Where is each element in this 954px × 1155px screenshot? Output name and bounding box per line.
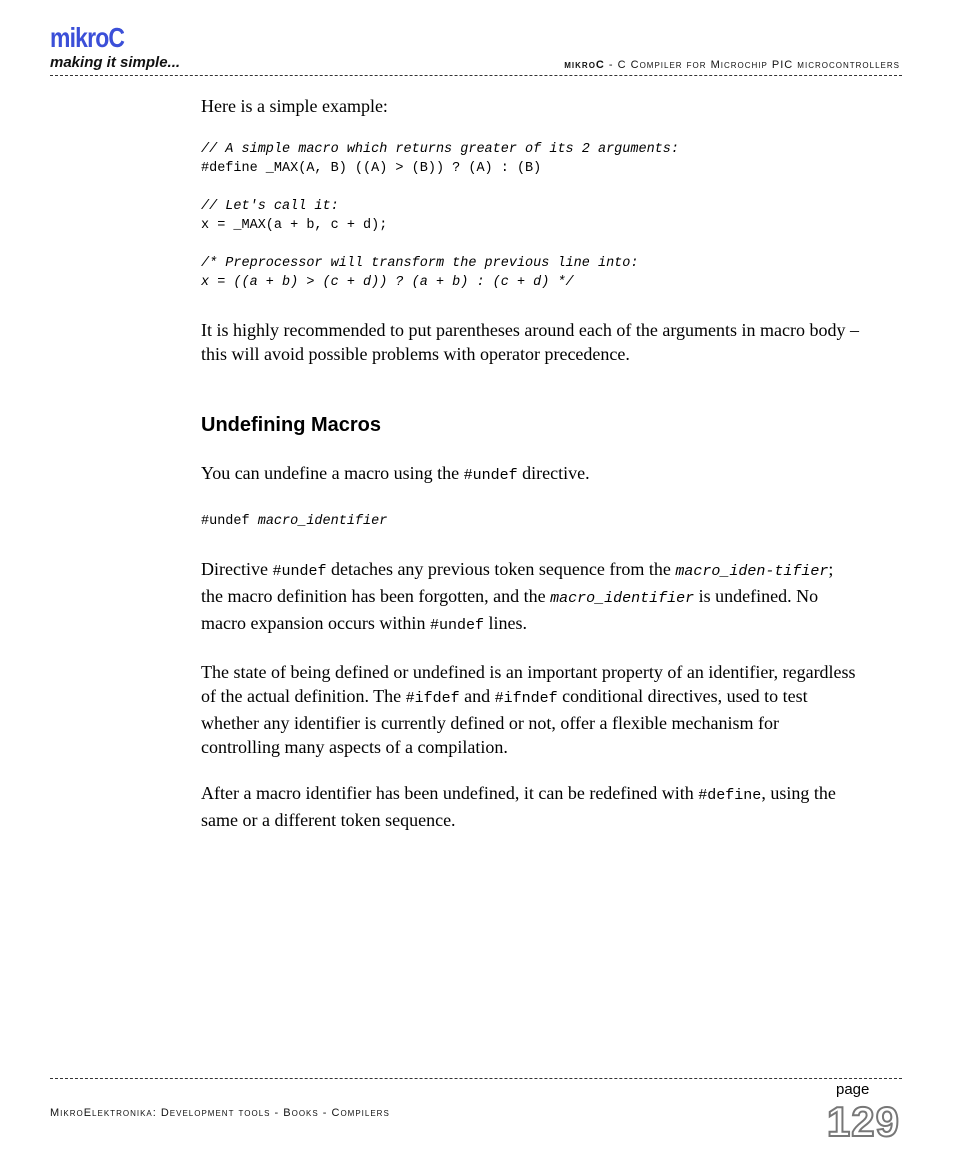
code-example-2 [201, 512, 861, 531]
code-line: // Let's call it: [201, 199, 339, 214]
header-rule [50, 75, 902, 76]
undef-detail-paragraph [201, 557, 856, 638]
header-title-brand: mikroC [564, 59, 605, 71]
header-title-text: - C Compiler for Microchip PIC microcontrollers [604, 59, 900, 71]
text-run: , using the same or a different token sequence. [201, 783, 836, 830]
text-run: Directive [201, 559, 273, 579]
text-run: directive. [517, 463, 590, 483]
tagline: making it simple... [50, 54, 181, 71]
intro-paragraph: Here is a simple example: [201, 96, 388, 116]
code-line: #define _MAX(A, B) ((A) > (B)) ? (A) : (B) [201, 161, 542, 176]
page-content [201, 94, 861, 832]
text-run: is undefined. No macro expansion occurs within [201, 586, 819, 633]
state-paragraph [201, 660, 861, 759]
logo: mikroC [50, 22, 125, 53]
text-run: The state of being defined or undefined is an important property of an identifier, regardless of the actual definition. The [201, 662, 856, 706]
code-example-1 [201, 140, 861, 292]
inline-code: #ifndef [494, 690, 558, 707]
undef-intro-paragraph [201, 461, 861, 488]
code-argument: macro_identifier [257, 514, 388, 529]
text-run: lines. [483, 613, 527, 633]
text-run: and [459, 686, 495, 706]
inline-code: #undef [429, 617, 484, 634]
inline-code: #undef [463, 467, 518, 484]
redefine-paragraph [201, 781, 861, 832]
code-line: x = ((a + b) > (c + d)) ? (a + b) : (c + d) */ [201, 275, 574, 290]
text-run: detaches any previous token sequence from the [326, 559, 676, 579]
header-title [564, 58, 900, 72]
page-number: 129 [826, 1098, 900, 1145]
parentheses-paragraph: It is highly recommended to put parentheses around each of the arguments in macro body – this will avoid possible problems with operator precedence. [201, 320, 859, 364]
inline-code: #define [698, 787, 762, 804]
inline-code-italic: macro_identifier [550, 590, 695, 607]
text-run: After a macro identifier has been undefined, it can be redefined with [201, 783, 699, 803]
page-label: page [836, 1081, 870, 1098]
code-line: /* Preprocessor will transform the previous line into: [201, 256, 639, 271]
code-line: x = _MAX(a + b, c + d); [201, 218, 388, 233]
text-run: conditional directives, used to test whether any identifier is currently defined or not, offer a flexible mechanism for controlling many aspects of a compilation. [201, 686, 808, 757]
footer-title: MikroElektronika: Development tools - Books - Compilers [50, 1107, 390, 1119]
footer-rule [50, 1078, 902, 1079]
text-run: ; the macro definition has been forgotten, and the [201, 559, 834, 606]
inline-code: #undef [272, 563, 327, 580]
section-heading: Undefining Macros [201, 414, 382, 436]
text-run: You can undefine a macro using the [201, 463, 464, 483]
inline-code: #ifdef [405, 690, 460, 707]
inline-code-italic: macro_iden-tifier [675, 563, 829, 580]
code-line: // A simple macro which returns greater of its 2 arguments: [201, 142, 679, 157]
code-directive: #undef [201, 514, 258, 529]
